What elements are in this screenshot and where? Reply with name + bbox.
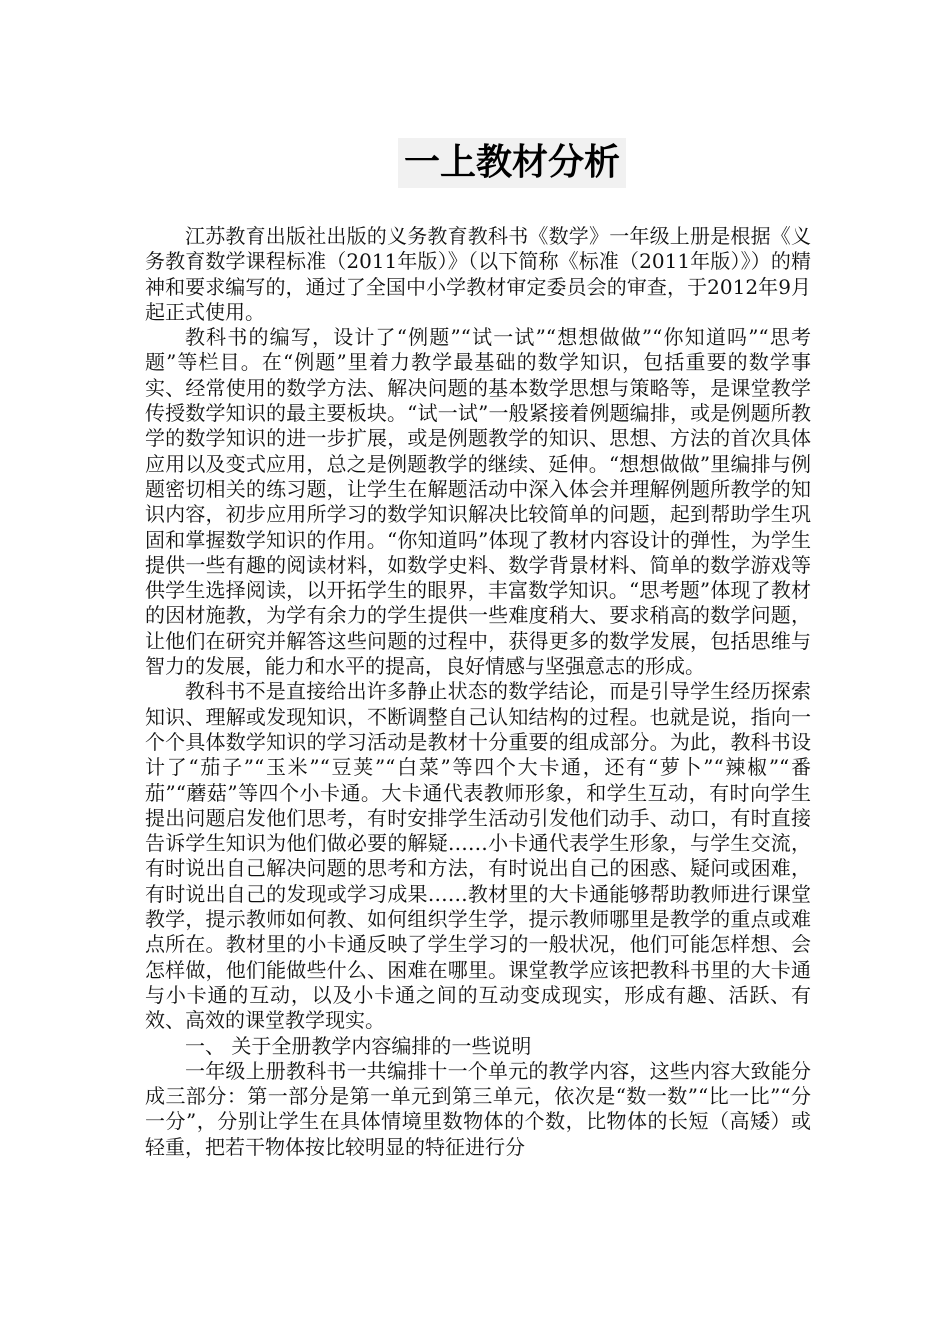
paragraph-cartoons: 教科书不是直接给出许多静止状态的数学结论，而是引导学生经历探索知识、理解或发现知识，不断调整自己认知结构的过程。也就是说，指向一个个具体数学知识的学习活动是教材十分重要的组成部分。为此，教科书设计了“茄子”“玉米”“豆荚”“白菜”等四个大卡通，还有“萝卜”“辣椒”“番茄”“蘑菇”等四个小卡通。大卡通代表教师形象，和学生互动，有时向学生提出问题启发他们思考，有时安排学生活动引发他们动手、动口，有时直接告诉学生知识为他们做必要的解疑……小卡通代表学生形象，与学生交流，有时说出自己解决问题的思考和方法，有时说出自己的困惑、疑问或困难，有时说出自己的发现或学习成果……教材里的大卡通能够帮助教师进行课堂教学，提示教师如何教、如何组织学生学，提示教师哪里是教学的重点或难点所在。教材里的小卡通反映了学生学习的一般状况，他们可能怎样想、会怎样做，他们能做些什么、困难在哪里。课堂教学应该把教科书里的大卡通与小卡通的互动，以及小卡通之间的互动变成现实，形成有趣、活跃、有效、高效的课堂教学现实。	[145, 679, 811, 1033]
document-body	[145, 224, 811, 1160]
document-title: 一上教材分析	[398, 138, 626, 188]
paragraph-content-arrangement: 一年级上册教科书一共编排十一个单元的教学内容，这些内容大致能分成三部分：第一部分是第一单元到第三单元，依次是“数一数”“比一比”“分一分”，分别让学生在具体情境里数物体的个数，比物体的长短（高矮）或轻重，把若干物体按比较明显的特征进行分	[145, 1058, 811, 1159]
paragraph-columns: 教科书的编写，设计了“例题”“试一试”“想想做做”“你知道吗”“思考题”等栏目。在“例题”里着力教学最基础的数学知识，包括重要的数学事实、经常使用的数学方法、解决问题的基本数学思想与策略等，是课堂教学传授数学知识的最主要板块。“试一试”一般紧接着例题编排，或是例题所教学的数学知识的进一步扩展，或是例题教学的知识、思想、方法的首次具体应用以及变式应用，总之是例题教学的继续、延伸。“想想做做”里编排与例题密切相关的练习题，让学生在解题活动中深入体会并理解例题所教学的知识内容，初步应用所学习的数学知识解决比较简单的问题，起到帮助学生巩固和掌握数学知识的作用。“你知道吗”体现了教材内容设计的弹性，为学生提供一些有趣的阅读材料，如数学史料、数学背景材料、简单的数学游戏等供学生选择阅读，以开拓学生的眼界，丰富数学知识。“思考题”体现了教材的因材施教，为学有余力的学生提供一些难度稍大、要求稍高的数学问题，让他们在研究并解答这些问题的过程中，获得更多的数学发展，包括思维与智力的发展，能力和水平的提高，良好情感与坚强意志的形成。	[145, 325, 811, 679]
paragraph-intro: 江苏教育出版社出版的义务教育教科书《数学》一年级上册是根据《义务教育数学课程标准（2011年版）》（以下简称《标准（2011年版）》）的精神和要求编写的，通过了全国中小学教材审定委员会的审查，于2012年9月起正式使用。	[145, 224, 811, 324]
section-heading: 一、 关于全册教学内容编排的一些说明	[185, 1033, 532, 1058]
